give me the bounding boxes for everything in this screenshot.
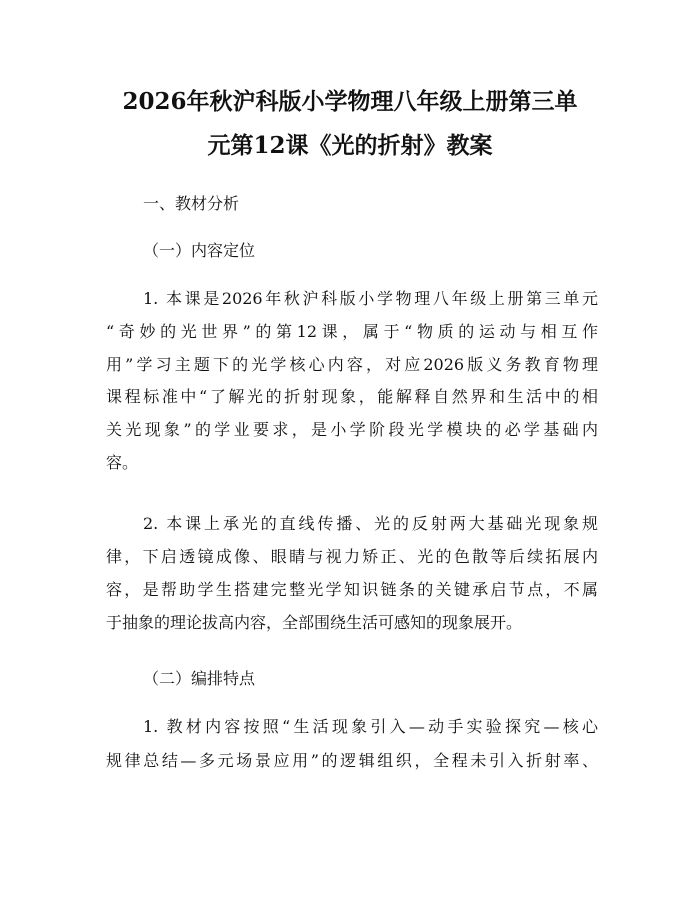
paragraph-line: 2. 本课上承光的直线传播、光的反射两大基础光现象规 — [143, 514, 598, 533]
subsection-heading: （一）内容定位 — [143, 241, 256, 260]
paragraph-line: 关光现象”的学业要求，是小学阶段光学模块的必学基础内 — [106, 420, 598, 439]
document-title-line-2: 元第12课《光的折射》教案 — [207, 132, 493, 159]
section-heading: 一、教材分析 — [143, 194, 240, 213]
paragraph-line: 于抽象的理论拔高内容，全部围绕生活可感知的现象展开。 — [106, 613, 523, 632]
document-title-line-1: 2026年秋沪科版小学物理八年级上册第三单 — [122, 88, 578, 115]
subsection-heading: （二）编排特点 — [143, 669, 256, 688]
paragraph-line: “奇妙的光世界”的第12课，属于“物质的运动与相互作 — [106, 322, 598, 341]
paragraph-line: 1. 教材内容按照“生活现象引入—动手实验探究—核心 — [143, 717, 598, 736]
paragraph-line: 用”学习主题下的光学核心内容，对应2026版义务教育物理 — [106, 355, 598, 374]
paragraph-line: 课程标准中“了解光的折射现象，能解释自然界和生活中的相 — [106, 387, 598, 406]
paragraph-line: 规律总结—多元场景应用”的逻辑组织，全程未引入折射率、 — [106, 751, 598, 770]
paragraph-line: 1. 本课是2026年秋沪科版小学物理八年级上册第三单元 — [143, 289, 598, 308]
paragraph-line: 容。 — [106, 453, 139, 472]
paragraph-line: 容，是帮助学生搭建完整光学知识链条的关键承启节点，不属 — [106, 580, 598, 599]
paragraph-line: 律，下启透镜成像、眼睛与视力矫正、光的色散等后续拓展内 — [106, 547, 598, 566]
